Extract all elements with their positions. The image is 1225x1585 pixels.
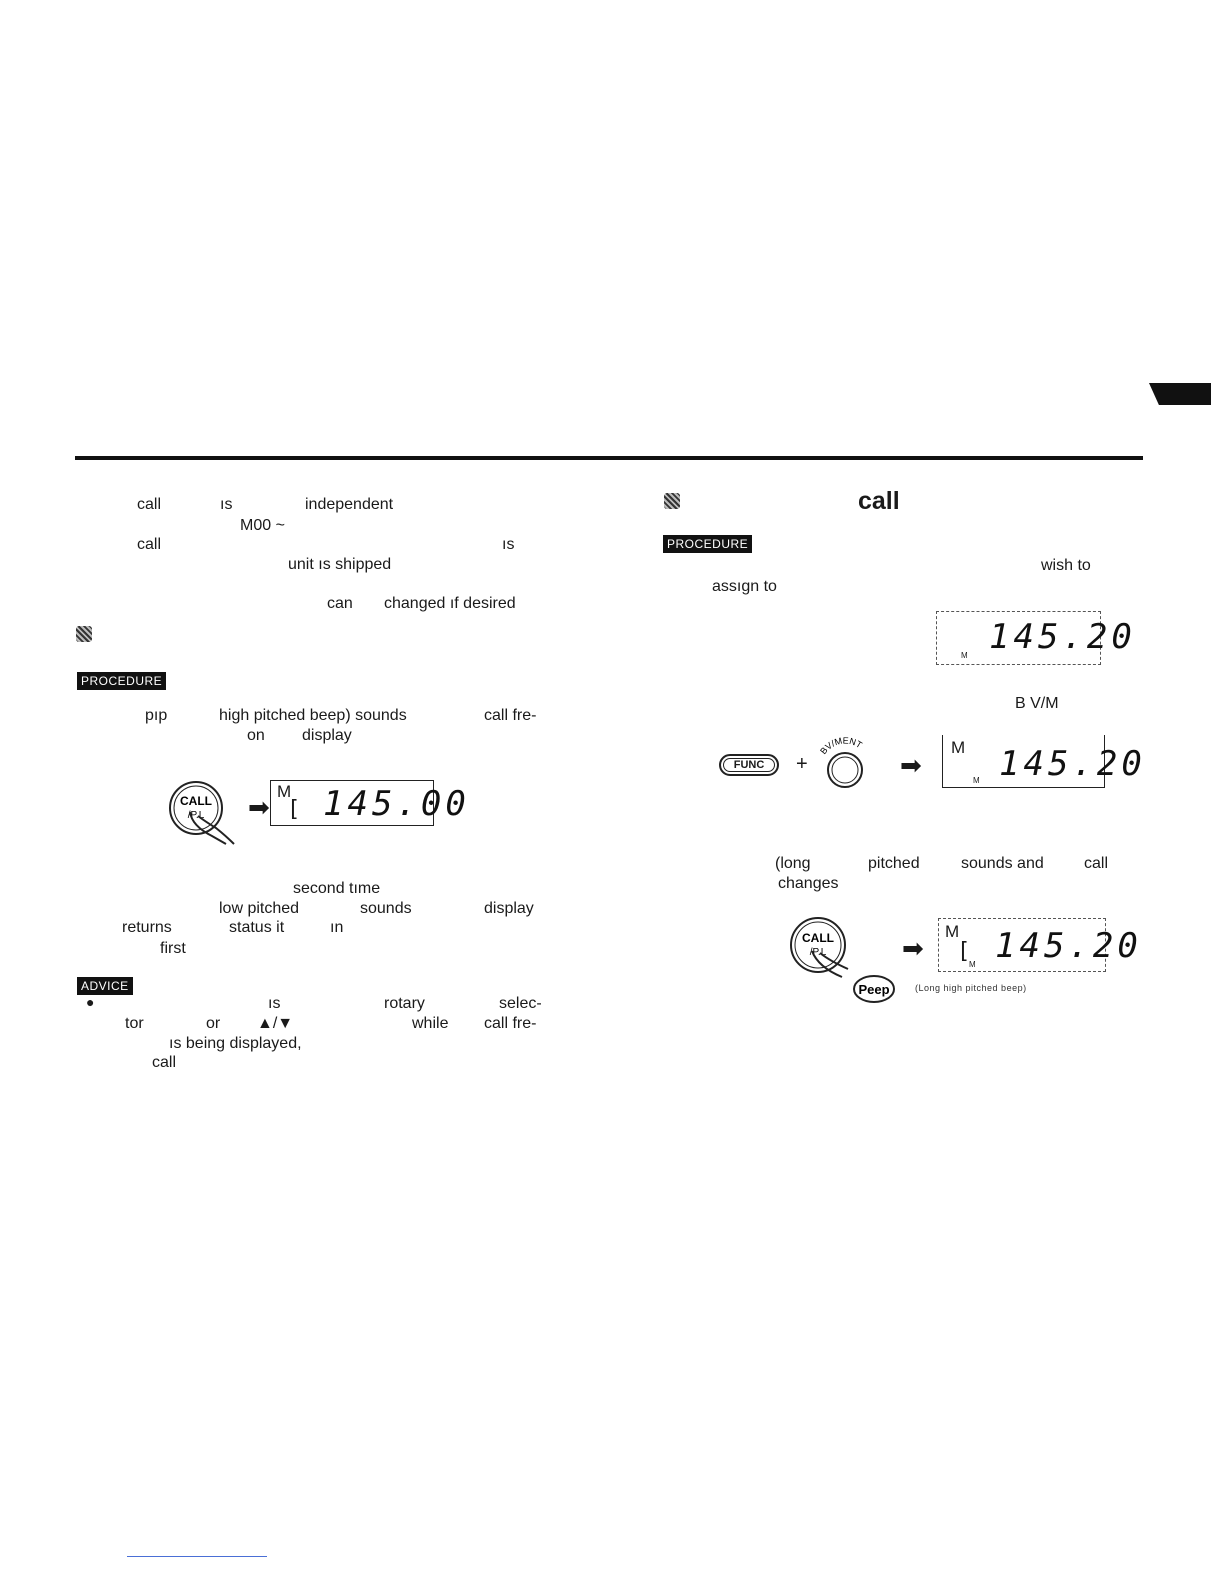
text-fragment: tor	[125, 1015, 144, 1032]
text-fragment: wish to	[1041, 557, 1091, 574]
text-fragment: ▲/▼	[257, 1015, 294, 1032]
text-fragment: sounds	[360, 900, 412, 917]
bv-ment-knob-icon[interactable]	[817, 732, 873, 792]
lcd-frequency: 145.00	[323, 784, 470, 824]
text-fragment: display	[484, 900, 534, 917]
lcd-memory-small-indicator: M	[973, 776, 980, 785]
text-fragment: can	[327, 595, 353, 612]
lcd-memory-small-indicator: M	[969, 960, 976, 969]
lcd-frequency: 145.20	[995, 926, 1142, 966]
text-fragment: assıgn to	[712, 578, 777, 595]
text-fragment: call fre-	[484, 707, 537, 724]
lcd-memory-indicator: M	[945, 922, 960, 941]
text-fragment: call	[1084, 855, 1109, 872]
text-fragment: independent	[305, 496, 394, 513]
footer-link-underline	[127, 1556, 267, 1557]
text-fragment: M00 ~	[240, 517, 285, 534]
arrow-right-icon: ➡	[900, 750, 922, 780]
chapter-edge-tab	[1149, 383, 1211, 405]
lcd-memory-indicator: M	[277, 782, 292, 801]
text-fragment: status it	[229, 919, 285, 936]
text-fragment: while	[412, 1015, 449, 1032]
text-fragment: low pitched	[219, 900, 300, 917]
text-fragment: call fre-	[484, 1015, 537, 1032]
text-fragment: ın	[330, 919, 344, 936]
text-fragment: B V/M	[1015, 695, 1059, 712]
procedure-badge: PROCEDURE	[663, 535, 752, 553]
text-fragment: second tıme	[293, 880, 381, 897]
text-fragment: display	[302, 727, 352, 744]
func-button-label: FUNC	[733, 759, 765, 771]
step-marker-icon	[664, 493, 680, 509]
lcd-display	[942, 735, 1146, 788]
lcd-memory-indicator: M	[951, 738, 966, 757]
lcd-memory-indicator: M	[961, 651, 968, 660]
text-fragment: call	[152, 1054, 177, 1071]
procedure-badge: PROCEDURE	[77, 672, 166, 690]
lcd-display	[938, 918, 1142, 972]
text-fragment: changed ıf desired	[384, 595, 516, 612]
call-button-icon[interactable]	[786, 915, 896, 1010]
lcd-frequency: 145.20	[989, 617, 1136, 657]
text-fragment: ıs	[268, 995, 281, 1012]
text-fragment: ıs being displayed,	[169, 1035, 302, 1052]
lcd-display	[270, 780, 470, 826]
svg-text:CALL: CALL	[802, 931, 834, 945]
advice-badge: ADVICE	[77, 977, 133, 995]
plus-sign: +	[796, 753, 808, 775]
arrow-right-icon: ➡	[248, 792, 270, 822]
lcd-frequency: 145.20	[999, 744, 1146, 784]
svg-text:/P.L: /P.L	[187, 810, 205, 821]
text-fragment: ıs	[220, 496, 233, 513]
knob-label: BV/MENT	[818, 735, 864, 757]
text-fragment: selec-	[499, 995, 542, 1012]
lcd-call-indicator: [	[287, 797, 301, 822]
section-title: call	[858, 487, 900, 515]
text-fragment: pitched	[868, 855, 920, 872]
text-fragment: rotary	[384, 995, 425, 1012]
text-fragment: or	[206, 1015, 221, 1032]
call-button-icon[interactable]	[168, 778, 248, 848]
text-fragment: first	[160, 940, 186, 957]
step-marker-icon	[76, 626, 92, 642]
text-fragment: changes	[778, 875, 839, 892]
lcd-call-indicator: [	[957, 939, 971, 964]
lcd-display	[936, 611, 1136, 665]
text-fragment: pıp	[145, 707, 168, 724]
text-fragment: high pitched beep) sounds	[219, 707, 407, 724]
text-fragment: (long	[775, 855, 811, 872]
text-fragment: ıs	[502, 536, 515, 553]
text-fragment: sounds and	[961, 855, 1044, 872]
arrow-right-icon: ➡	[902, 933, 924, 963]
peep-label: Peep	[858, 982, 890, 997]
text-fragment: unit ıs shipped	[288, 556, 392, 573]
header-rule	[75, 456, 1143, 460]
text-fragment: returns	[122, 919, 172, 936]
text-fragment: call	[137, 536, 162, 553]
bullet-icon: ●	[86, 994, 95, 1010]
text-fragment: on	[247, 727, 265, 744]
svg-text:CALL: CALL	[180, 794, 212, 808]
func-button[interactable]	[719, 754, 779, 776]
text-fragment: call	[137, 496, 162, 513]
svg-text:/P.L: /P.L	[809, 947, 827, 958]
peep-note: (Long high pitched beep)	[915, 983, 1027, 993]
